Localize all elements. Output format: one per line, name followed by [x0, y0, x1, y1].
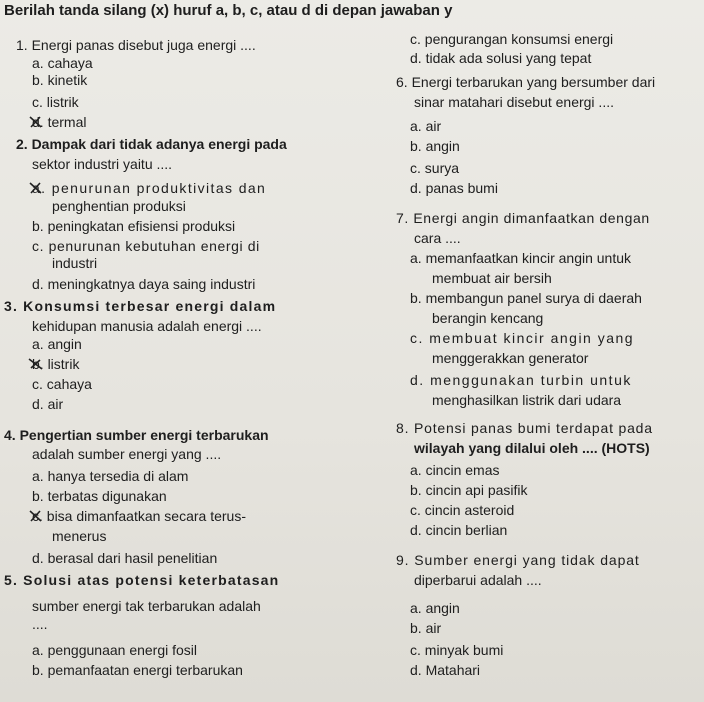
answer-cross-mark-q4 [28, 510, 44, 522]
q7-option-a: a. memanfaatkan kincir angin untuk [410, 250, 632, 266]
answer-cross-mark-q2 [28, 182, 44, 194]
question-6: 6. Energi terbarukan yang bersumber dari [396, 74, 656, 90]
q5-option-b: b. pemanfaatan energi terbarukan [32, 662, 243, 678]
instruction-heading: Berilah tanda silang (x) huruf a, b, c, atau d di depan jawaban y [4, 2, 453, 19]
q6-option-b: b. angin [410, 138, 460, 154]
q7-option-b: b. membangun panel surya di daerah [410, 290, 642, 306]
question-2: 2. Dampak dari tidak adanya energi pada [16, 136, 287, 152]
q9-option-a: a. angin [410, 600, 460, 616]
q4-option-c-cont: menerus [52, 528, 107, 544]
question-4: 4. Pengertian sumber energi terbarukan [4, 427, 269, 443]
q3-option-c: c. cahaya [32, 376, 92, 392]
question-9-cont: diperbarui adalah .... [414, 572, 542, 588]
q1-option-d: d. termal [32, 114, 87, 130]
q5-option-d: d. tidak ada solusi yang tepat [410, 50, 592, 66]
q4-option-d: d. berasal dari hasil penelitian [32, 550, 218, 566]
question-5: 5. Solusi atas potensi keterbatasan [4, 572, 280, 588]
q6-option-d: d. panas bumi [410, 180, 498, 196]
q5-option-c: c. pengurangan konsumsi energi [410, 31, 614, 47]
question-4-cont: adalah sumber energi yang .... [32, 446, 222, 462]
q4-option-c: c. bisa dimanfaatkan secara terus- [32, 508, 246, 524]
q9-option-d: d. Matahari [410, 662, 481, 678]
question-3: 3. Konsumsi terbesar energi dalam [4, 298, 277, 314]
q8-option-b: b. cincin api pasifik [410, 482, 528, 498]
q2-option-c-cont: industri [52, 255, 98, 271]
q2-option-b: b. peningkatan efisiensi produksi [32, 218, 236, 234]
q3-option-b: b. listrik [32, 356, 80, 372]
q8-option-a: a. cincin emas [410, 462, 500, 478]
q7-option-d: d. menggunakan turbin untuk [410, 372, 632, 388]
q2-option-a-cont: penghentian produksi [52, 198, 186, 214]
q2-option-c: c. penurunan kebutuhan energi di [32, 238, 260, 254]
question-7-cont: cara .... [414, 230, 461, 246]
q6-option-a: a. air [410, 118, 442, 134]
q4-option-b: b. terbatas digunakan [32, 488, 167, 504]
q4-option-a: a. hanya tersedia di alam [32, 468, 189, 484]
question-8: 8. Potensi panas bumi terdapat pada [396, 420, 653, 436]
question-5-cont: sumber energi tak terbarukan adalah [32, 598, 261, 614]
question-3-cont: kehidupan manusia adalah energi .... [32, 318, 262, 334]
question-6-cont: sinar matahari disebut energi .... [414, 94, 614, 110]
q3-option-d: d. air [32, 396, 64, 412]
q9-option-b: b. air [410, 620, 442, 636]
question-2-cont: sektor industri yaitu .... [32, 156, 173, 172]
question-8-cont: wilayah yang dilalui oleh .... (HOTS) [414, 440, 650, 456]
q7-option-a-cont: membuat air bersih [432, 270, 552, 286]
q3-option-a: a. angin [32, 336, 82, 352]
q2-option-d: d. meningkatnya daya saing industri [32, 276, 256, 292]
q7-option-c-cont: menggerakkan generator [432, 350, 589, 366]
answer-cross-mark-q1 [28, 116, 44, 128]
q6-option-c: c. surya [410, 160, 460, 176]
question-7: 7. Energi angin dimanfaatkan dengan [396, 210, 650, 226]
q7-option-d-cont: menghasilkan listrik dari udara [432, 392, 622, 408]
q8-option-c: c. cincin asteroid [410, 502, 515, 518]
q1-option-c: c. listrik [32, 94, 79, 110]
question-1: 1. Energi panas disebut juga energi .... [16, 37, 256, 53]
question-5-blank: .... [32, 616, 48, 632]
question-9: 9. Sumber energi yang tidak dapat [396, 552, 640, 568]
q9-option-c: c. minyak bumi [410, 642, 504, 658]
q7-option-b-cont: berangin kencang [432, 310, 544, 326]
q1-option-b: b. kinetik [32, 72, 88, 88]
answer-cross-mark-q3 [28, 358, 44, 370]
q2-option-a: a. penurunan produktivitas dan [32, 180, 267, 196]
q1-option-a: a. cahaya [32, 55, 93, 71]
q8-option-d: d. cincin berlian [410, 522, 508, 538]
q7-option-c: c. membuat kincir angin yang [410, 330, 635, 346]
q5-option-a: a. penggunaan energi fosil [32, 642, 198, 658]
